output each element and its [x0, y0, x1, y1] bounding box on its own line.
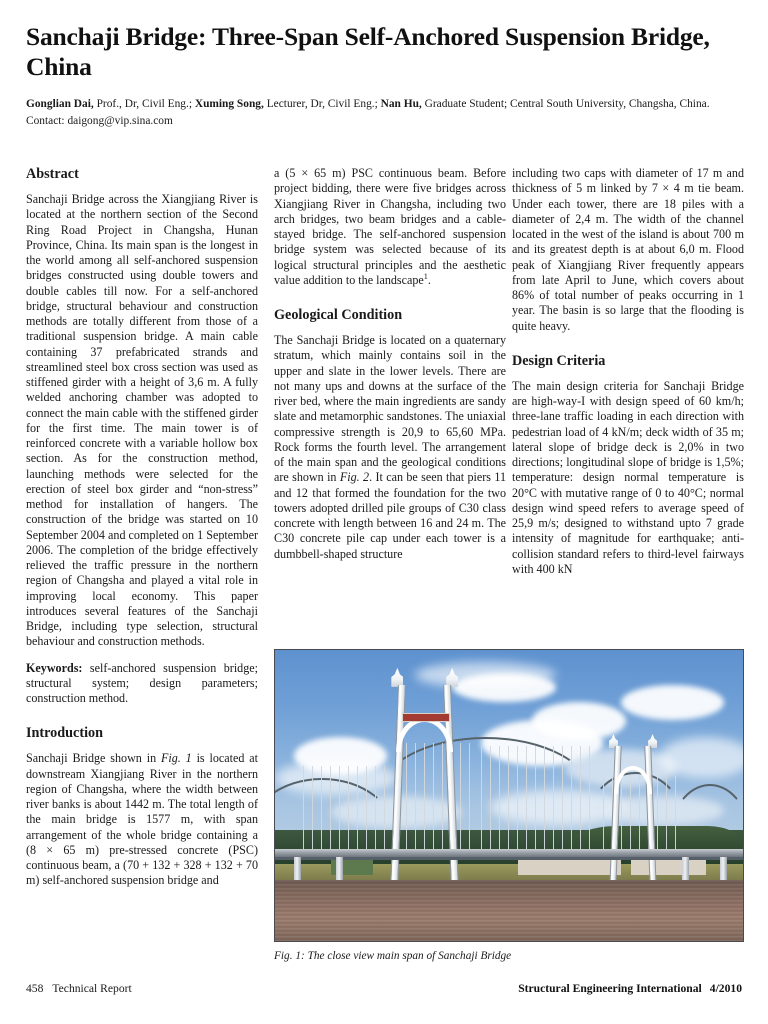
cloud-shape [621, 685, 724, 720]
figure-1 [274, 649, 744, 963]
hanger-cables [303, 766, 387, 850]
cloud-shape [532, 702, 626, 740]
introduction-text [26, 751, 258, 888]
heading-geological-condition: Geological Condition [274, 307, 403, 323]
author-name-1: Gonglian Dai, [26, 98, 94, 110]
river-water [275, 880, 743, 941]
footer-right-block [518, 982, 742, 995]
figure-reference-1: Fig. 1 [160, 751, 192, 766]
footer-section-label: Technical Report [52, 982, 132, 995]
footer-left-block [26, 982, 132, 995]
intro-cont-a: a (5 × 65 m) PSC continuous beam. Before project bidding, there were five bridges across Xiangjiang River in Changsha, including two arch bridges, two beam bridges and a cable-stayed bridge. The self-anchored suspension bridge system was selected because of its logical structural principles and the aesthetic value addition to the landscape [274, 166, 506, 287]
introduction-continued-text [274, 166, 506, 288]
geological-condition-text [274, 333, 506, 562]
page-footer [26, 982, 742, 995]
bridge-tower-far [612, 746, 654, 889]
author-name-3: Nan Hu, [380, 98, 422, 110]
tower-name-plaque [402, 713, 450, 722]
hanger-cables [481, 746, 593, 851]
citation-marker-1: 1 [423, 271, 428, 281]
geo-text-b: . It can be seen that piers 11 and 12 that formed the foundation for the two towers adopted drilled pile groups of C30 class concrete with length between 16 and 24 m. The C30 concrete pile cap under each tower is a dumbbell-shaped structure [274, 470, 506, 561]
column-two [274, 166, 506, 562]
column-three [512, 166, 744, 577]
journal-issue: 4/2010 [709, 982, 742, 995]
design-criteria-text: The main design criteria for Sanchaji Bridge are high-way-I with design speed of 60 km/h; three-lane traffic loading in each direction with pedestrian load of 4 kN/m; deck width of 35 m; lateral slope of bridge deck is 2,0% in two directions; longitudinal slope of bridge is 1,5%; temperature: design normal temperature is 20°C with mutative range of 0 to 40°C; normal design wind speed refers to average speed of 25,9 m/s; designed to withstand upto 7 grade intensity of magnitude for earthquake; anti-collision standard refers to third-level fairways with 400 kN [512, 378, 744, 576]
author-name-2: Xuming Song, [194, 98, 264, 110]
heading-introduction: Introduction [26, 725, 103, 742]
bridge-deck-underside [275, 857, 743, 860]
intro-cont-b: . [427, 272, 431, 287]
bridge-deck [275, 849, 743, 857]
column-one [26, 166, 258, 889]
cloud-shape [659, 737, 743, 778]
intro-text-a: Sanchaji Bridge shown in [26, 751, 161, 766]
tower-leg [609, 746, 621, 889]
keywords-text: self-anchored suspension bridge; structural system; design parameters; construction method. [26, 660, 258, 705]
heading-abstract: Abstract [26, 166, 79, 182]
figure-caption: Fig. 1: The close view main span of Sanchaji Bridge [274, 950, 512, 962]
intro-text-b: is located at downstream Xiangjiang River in the northern region of Changsha, where the width between river banks is about 1442 m. The total length of the main bridge is 1577 m, with span arrangement of the whole bridge containing a (8 × 65 m) pre-stressed concrete (PSC) continuous beam, a (70 + 132 + 328 + 132 + 70 m) self-anchored suspension bridge and [26, 751, 259, 888]
article-header [26, 22, 742, 130]
geo-text-a: The Sanchaji Bridge is located on a quaternary stratum, which mainly contains soil in the upper and slate in the lower levels. There are not many ups and downs at the surface of the river bed, where the main ingredients are sandy slate and metamorphic sandstones. The uniaxial compressive strength is 20,9 to 65,60 MPa. Rock forms the fourth level. The arrangement of the main span and the geological conditions are shown in [274, 333, 506, 485]
author-title-2: Lecturer, Dr, Civil Eng.; [263, 98, 381, 110]
author-title-1: Prof., Dr, Civil Eng.; [93, 98, 195, 110]
page-number: 458 [26, 982, 44, 995]
cloud-shape [415, 662, 555, 688]
keywords-label: Keywords: [26, 660, 83, 675]
figure-image-frame [274, 649, 744, 942]
author-affiliation-line [26, 96, 744, 130]
figure-reference-2: Fig. 2 [339, 470, 370, 485]
heading-design-criteria: Design Criteria [512, 352, 606, 369]
abstract-text: Sanchaji Bridge across the Xiangjiang River is located at the northern section of the Second Ring Road Project in Changsha, Hunan Province, China. Its main span is the longest in the world among all self-anchored suspension bridges constructed using double towers and double cables till now. For a self-anchored bridge, structural behaviour and construction methods are totally different from those of a traditional suspension bridge. A main cable containing 37 prefabricated strands and streamlined steel box cross section was used as stiffened girder with a height of 3,6 m. A fully welded anchoring chamber was adopted to connect the main cable with the stiffened girder for the first time. The main tower is of reinforced concrete with a variable hollow box section. As for the construction method, launching methods were selected for the erection of steel box girder and “non-stress” method for installation of hangers. The construction of the bridge was started on 10 September 2004 and completed on 1 September 2006. The completion of the bridge effectively relieved the traffic pressure in the northern region of Changsha and played a vital role in improving local economy. This paper introduces several features of the Sanchaji Bridge, including type selection, structural behaviour and construction methods. [26, 192, 258, 649]
keywords-paragraph [26, 661, 258, 707]
page-title: Sanchaji Bridge: Three-Span Self-Anchored Suspension Bridge, China [26, 22, 710, 81]
journal-name: Structural Engineering International [518, 982, 702, 995]
bridge-photograph [275, 650, 743, 941]
author-affiliation-contact: Graduate Student; Central South University, Changsha, China. Contact: daigong@vip.sina.com [26, 98, 710, 127]
geological-condition-continued-text: including two caps with diameter of 17 m and thickness of 5 m linked by 7 × 4 m tie beam. Under each tower, there are 18 piles with a diameter of 2,4 m. The width of the channel located in the west of the island is about 700 m and its greatest depth is at about 6,0 m. Flood peak of Xiangjiang River frequently appears from late April to June, which covers about 86% of total number of peaks occurring in 1 year. The basin is so large that the flooding is quite heavy. [512, 166, 744, 333]
